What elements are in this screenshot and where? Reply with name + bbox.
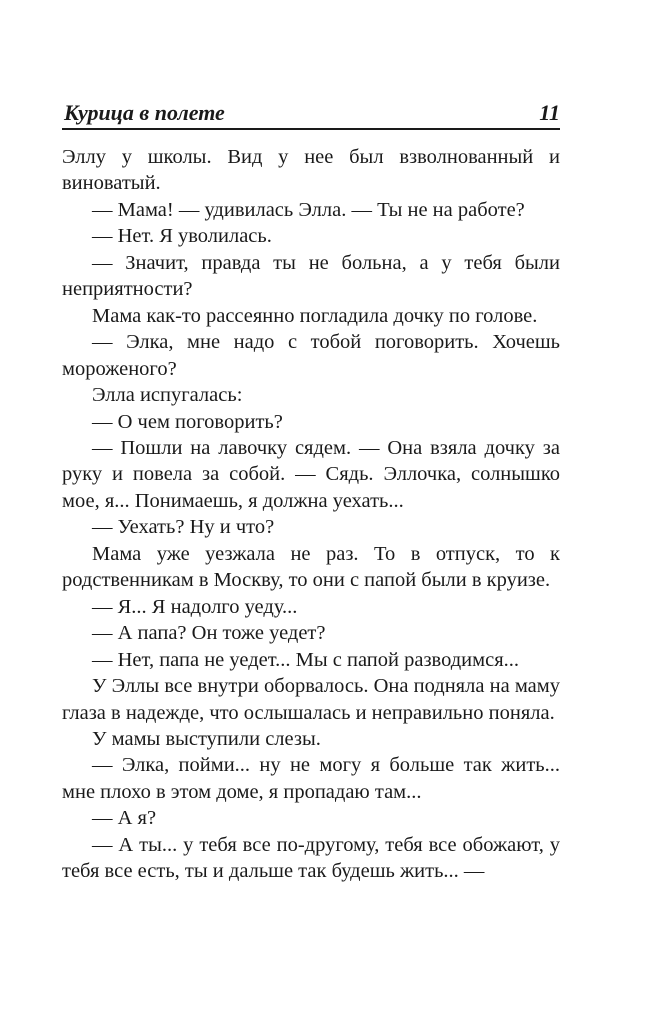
paragraph: Мама уже уезжала не раз. То в отпуск, то к родственникам в Москву, то они с папой были в круизе. — [62, 542, 560, 592]
paragraph: У мамы выступили слезы. — [92, 727, 321, 750]
paragraph: — Элка, мне надо с тобой поговорить. Хочешь мороженого? — [62, 331, 560, 380]
paragraph: Мама как-то рассеянно погладила дочку по голове. — [92, 304, 538, 327]
paragraph: Элла испугалась: — [92, 384, 243, 407]
paragraph: — Мама! — удивилась Элла. — Ты не на работе? — [92, 198, 525, 221]
book-page — [62, 100, 560, 883]
paragraph: — А ты... у тебя все по-другому, тебя все обожают, у тебя все есть, ты и дальше так будешь жить... — — [62, 833, 560, 883]
paragraph: — Значит, правда ты не больна, а у тебя были неприятности? — [62, 251, 560, 301]
paragraph: — Элка, пойми... ну не могу я больше так жить... мне плохо в этом доме, я пропадаю там... — [62, 754, 560, 803]
paragraph: — Нет, папа не уедет... Мы с папой разводимся... — [92, 648, 520, 671]
running-header — [62, 100, 560, 130]
paragraph: — Пошли на лавочку сядем. — Она взяла дочку за руку и повела за собой. — Сядь. Эллочка, солнышко мое, я... Понимаешь, я должна уехать... — [62, 436, 560, 512]
running-title: Курица в полете — [64, 100, 225, 125]
paragraph: — О чем поговорить? — [92, 410, 283, 433]
paragraph: — А я? — [92, 807, 157, 830]
paragraph: — А папа? Он тоже уедет? — [92, 622, 326, 645]
paragraph: Эллу у школы. Вид у нее был взволнованный и виноватый. — [62, 146, 560, 195]
body-text — [62, 144, 560, 885]
paragraph: — Нет. Я уволилась. — [92, 225, 272, 248]
page-number: 11 — [539, 100, 560, 125]
paragraph: — Я... Я надолго уеду... — [92, 595, 298, 618]
paragraph: — Уехать? Ну и что? — [92, 516, 275, 539]
paragraph: У Эллы все внутри оборвалось. Она подняла на маму глаза в надежде, что ослышалась и неправильно поняла. — [62, 675, 560, 724]
